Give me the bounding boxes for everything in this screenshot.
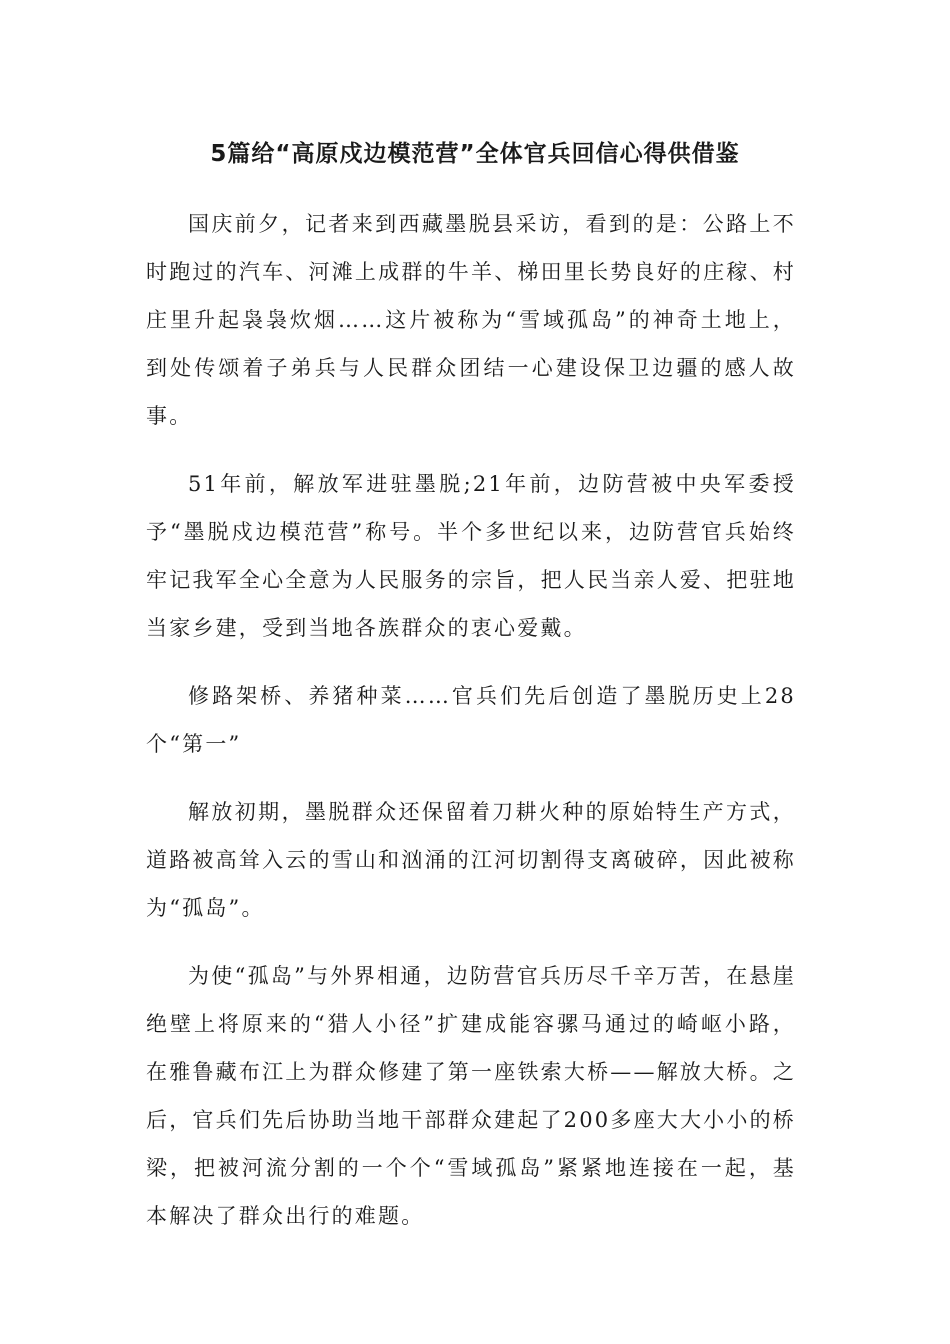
document-body [146,200,796,1260]
paragraph-3: 修路架桥、养猪种菜……官兵们先后创造了墨脱历史上28个“第一” [146,684,796,756]
paragraph-2: 51年前，解放军进驻墨脱;21年前，边防营被中央军委授予“墨脱戍边模范营”称号。半个多世纪以来，边防营官兵始终牢记我军全心全意为人民服务的宗旨，把人民当亲人爱、把驻地当家乡建，受到当地各族群众的衷心爱戴。 [146,472,796,640]
paragraph-4: 解放初期，墨脱群众还保留着刀耕火种的原始特生产方式，道路被高耸入云的雪山和汹涌的江河切割得支离破碎，因此被称为“孤岛”。 [146,800,796,920]
paragraph-1: 国庆前夕，记者来到西藏墨脱县采访，看到的是：公路上不时跑过的汽车、河滩上成群的牛羊、梯田里长势良好的庄稼、村庄里升起袅袅炊烟……这片被称为“雪域孤岛”的神奇土地上，到处传颂着子弟兵与人民群众团结一心建设保卫边疆的感人故事。 [146,212,796,428]
document-title: 5篇给“高原戍边模范营”全体官兵回信心得供借鉴 [210,141,740,167]
paragraph-5: 为使“孤岛”与外界相通，边防营官兵历尽千辛万苦，在悬崖绝壁上将原来的“猎人小径”扩建成能容骡马通过的崎岖小路，在雅鲁藏布江上为群众修建了第一座铁索大桥——解放大桥。之后，官兵们先后协助当地干部群众建起了200多座大大小小的桥梁，把被河流分割的一个个“雪域孤岛”紧紧地连接在一起，基本解决了群众出行的难题。 [146,964,796,1228]
